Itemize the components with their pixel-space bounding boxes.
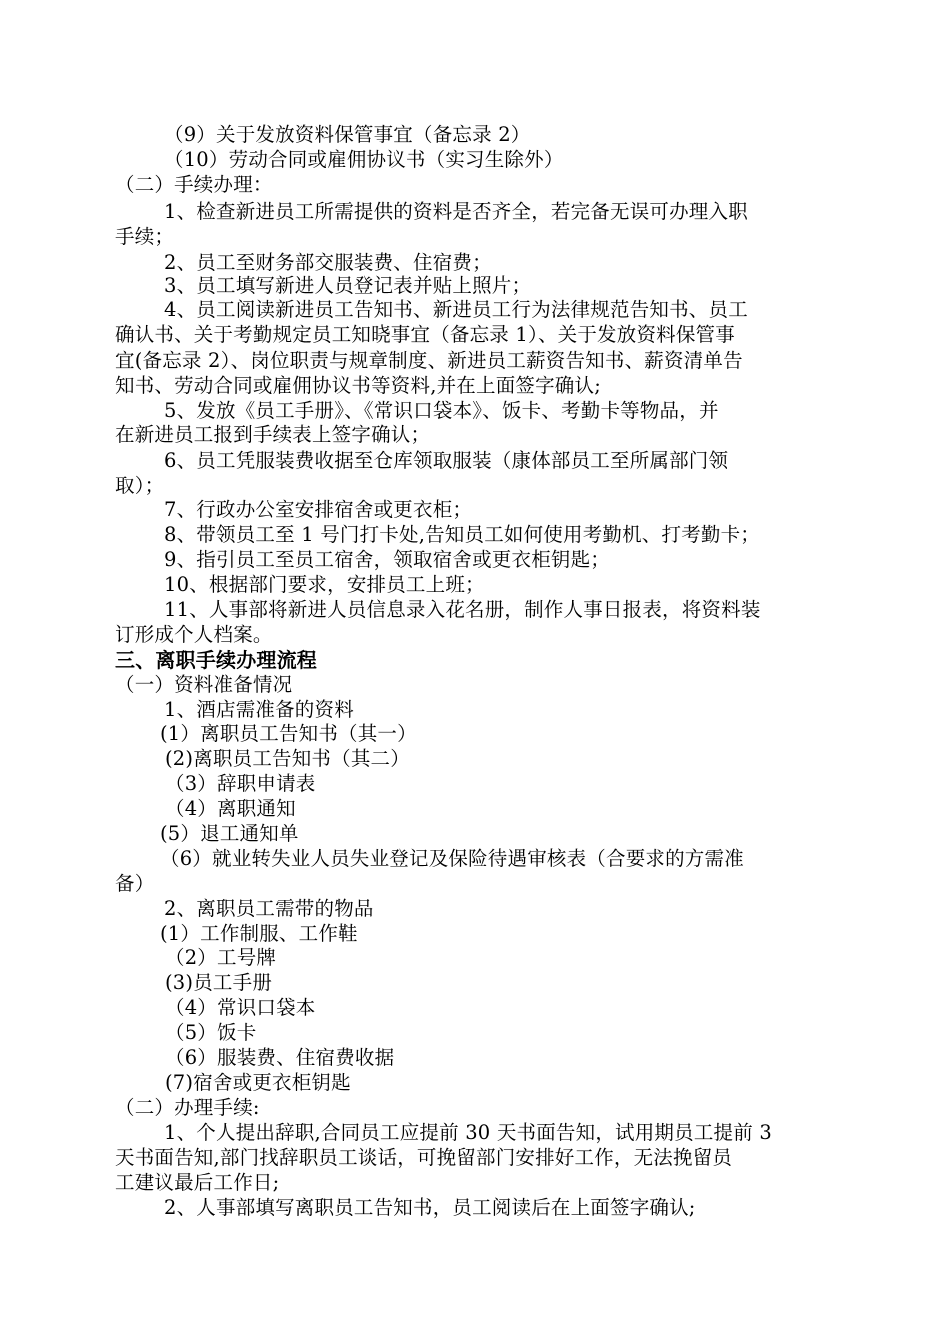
- list-item: （3）辞职申请表: [165, 772, 316, 795]
- text-line: 1、酒店需准备的资料: [164, 698, 354, 721]
- text-line: 2、员工至财务部交服装费、住宿费；: [164, 251, 492, 274]
- text-line: 5、发放《员工手册》、《常识口袋本》、饭卡、考勤卡等物品，并: [164, 399, 719, 422]
- list-item: (7)宿舍或更衣柜钥匙: [165, 1071, 351, 1094]
- text-line: 备）: [115, 872, 155, 895]
- list-item: （6）服装费、住宿费收据: [165, 1046, 395, 1069]
- text-line: （10）劳动合同或雇佣协议书（实习生除外）: [164, 148, 564, 171]
- text-line: 2、离职员工需带的物品: [164, 897, 374, 920]
- text-line: 订形成个人档案。: [115, 623, 273, 646]
- text-line: 3、员工填写新进人员登记表并贴上照片；: [164, 274, 532, 297]
- list-item: （2）工号牌: [165, 946, 277, 969]
- text-line: 7、行政办公室安排宿舍或更衣柜；: [164, 498, 473, 521]
- list-item: (1）离职员工告知书（其一）: [160, 722, 417, 745]
- text-line: 工建议最后工作日;: [115, 1171, 280, 1194]
- text-line: 确认书、关于考勤规定员工知晓事宜（备忘录 1）、关于发放资料保管事: [115, 323, 735, 346]
- text-line: 宜(备忘录 2）、岗位职责与规章制度、新进员工薪资告知书、薪资清单告: [115, 349, 743, 372]
- list-item: （4）常识口袋本: [165, 996, 316, 1019]
- text-line: 手续；: [115, 225, 175, 248]
- text-line: 11、人事部将新进人员信息录入花名册，制作人事日报表，将资料装: [164, 598, 761, 621]
- text-line: 1、个人提出辞职,合同员工应提前 30 天书面告知，试用期员工提前 3: [164, 1121, 772, 1144]
- section-subheading: （二）办理手续:: [115, 1096, 260, 1119]
- text-line: 6、员工凭服装费收据至仓库领取服装（康体部员工至所属部门领: [164, 449, 729, 472]
- text-line: 天书面告知,部门找辞职员工谈话，可挽留部门安排好工作，无法挽留员: [115, 1146, 733, 1169]
- list-item: （4）离职通知: [165, 797, 296, 820]
- text-line: 10、根据部门要求，安排员工上班；: [164, 573, 485, 596]
- section-subheading: （一）资料准备情况: [115, 673, 293, 696]
- list-item: (1）工作制服、工作鞋: [160, 922, 358, 945]
- text-line: 9、指引员工至员工宿舍，领取宿舍或更衣柜钥匙；: [164, 548, 611, 571]
- text-line: 8、带领员工至 1 号门打卡处,告知员工如何使用考勤机、打考勤卡；: [164, 523, 761, 546]
- list-item: (5）退工通知单: [160, 822, 299, 845]
- section-subheading: （二）手续办理：: [115, 173, 273, 196]
- text-line: 1、检查新进员工所需提供的资料是否齐全，若完备无误可办理入职: [164, 200, 748, 223]
- list-item: （5）饭卡: [165, 1021, 257, 1044]
- text-line: 4、员工阅读新进员工告知书、新进员工行为法律规范告知书、员工: [164, 298, 748, 321]
- text-line: 取）；: [115, 474, 165, 497]
- text-line: （9）关于发放资料保管事宜（备忘录 2）: [164, 123, 531, 146]
- list-item: （6）就业转失业人员失业登记及保险待遇审核表（合要求的方需准: [160, 847, 744, 870]
- section-heading: 三、离职手续办理流程: [115, 648, 317, 672]
- list-item: (3)员工手册: [165, 971, 273, 994]
- text-line: 2、人事部填写离职员工告知书，员工阅读后在上面签字确认;: [164, 1196, 696, 1219]
- list-item: (2)离职员工告知书（其二）: [165, 747, 410, 770]
- text-line: 知书、劳动合同或雇佣协议书等资料,并在上面签字确认;: [115, 374, 601, 397]
- text-line: 在新进员工报到手续表上签字确认；: [115, 423, 431, 446]
